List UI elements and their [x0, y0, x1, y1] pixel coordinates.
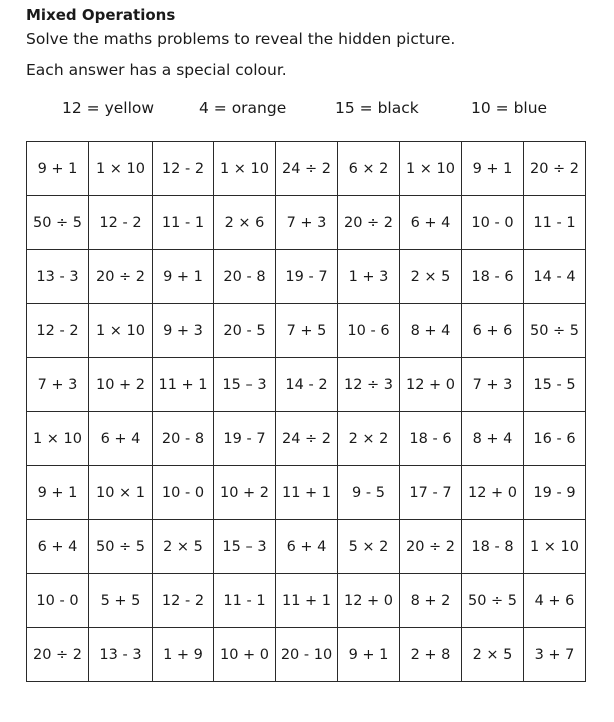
grid-cell[interactable]: 50 ÷ 5 [89, 520, 153, 574]
grid-cell[interactable]: 19 - 7 [276, 250, 338, 304]
worksheet-title: Mixed Operations [26, 6, 176, 24]
grid-cell[interactable]: 8 + 2 [400, 574, 462, 628]
grid-cell[interactable]: 1 + 3 [338, 250, 400, 304]
grid-cell[interactable]: 6 + 4 [400, 196, 462, 250]
grid-cell[interactable]: 50 ÷ 5 [462, 574, 524, 628]
grid-cell[interactable]: 4 + 6 [524, 574, 586, 628]
grid-cell[interactable]: 1 × 10 [89, 304, 153, 358]
grid-cell[interactable]: 12 - 2 [27, 304, 89, 358]
grid-cell[interactable]: 1 × 10 [27, 412, 89, 466]
grid-cell[interactable]: 10 × 1 [89, 466, 153, 520]
grid-cell[interactable]: 19 - 9 [524, 466, 586, 520]
grid-cell[interactable]: 10 - 0 [153, 466, 214, 520]
grid-cell[interactable]: 18 - 8 [462, 520, 524, 574]
grid-row [27, 250, 586, 304]
grid-row [27, 520, 586, 574]
grid-cell[interactable]: 15 – 3 [214, 520, 276, 574]
grid-row [27, 304, 586, 358]
legend-black: 15 = black [335, 99, 419, 117]
grid-cell[interactable]: 9 + 1 [338, 628, 400, 682]
grid-cell[interactable]: 1 + 9 [153, 628, 214, 682]
grid-cell[interactable]: 6 + 4 [276, 520, 338, 574]
puzzle-grid [26, 141, 586, 682]
grid-cell[interactable]: 20 - 10 [276, 628, 338, 682]
grid-row [27, 358, 586, 412]
grid-row [27, 466, 586, 520]
grid-cell[interactable]: 1 × 10 [524, 520, 586, 574]
grid-cell[interactable]: 17 - 7 [400, 466, 462, 520]
grid-cell[interactable]: 9 + 1 [27, 466, 89, 520]
grid-cell[interactable]: 12 ÷ 3 [338, 358, 400, 412]
grid-cell[interactable]: 12 - 2 [153, 574, 214, 628]
grid-cell[interactable]: 2 × 2 [338, 412, 400, 466]
grid-cell[interactable]: 19 - 7 [214, 412, 276, 466]
grid-cell[interactable]: 5 × 2 [338, 520, 400, 574]
grid-cell[interactable]: 9 - 5 [338, 466, 400, 520]
puzzle-grid-body [27, 142, 586, 682]
grid-cell[interactable]: 20 ÷ 2 [27, 628, 89, 682]
grid-cell[interactable]: 8 + 4 [462, 412, 524, 466]
grid-cell[interactable]: 16 - 6 [524, 412, 586, 466]
grid-cell[interactable]: 6 + 4 [27, 520, 89, 574]
grid-cell[interactable]: 12 - 2 [153, 142, 214, 196]
grid-row [27, 196, 586, 250]
grid-cell[interactable]: 6 + 6 [462, 304, 524, 358]
grid-cell[interactable]: 15 - 5 [524, 358, 586, 412]
worksheet-instruction: Each answer has a special colour. [26, 61, 287, 79]
grid-cell[interactable]: 18 - 6 [462, 250, 524, 304]
legend-blue: 10 = blue [471, 99, 548, 117]
grid-cell[interactable]: 10 + 2 [214, 466, 276, 520]
grid-cell[interactable]: 9 + 1 [27, 142, 89, 196]
grid-cell[interactable]: 12 + 0 [338, 574, 400, 628]
grid-cell[interactable]: 7 + 5 [276, 304, 338, 358]
grid-cell[interactable]: 20 - 8 [214, 250, 276, 304]
grid-cell[interactable]: 7 + 3 [27, 358, 89, 412]
grid-cell[interactable]: 3 + 7 [524, 628, 586, 682]
grid-cell[interactable]: 1 × 10 [400, 142, 462, 196]
grid-cell[interactable]: 24 ÷ 2 [276, 142, 338, 196]
grid-cell[interactable]: 7 + 3 [462, 358, 524, 412]
legend-yellow: 12 = yellow [62, 99, 155, 117]
grid-cell[interactable]: 9 + 1 [153, 250, 214, 304]
grid-cell[interactable]: 11 + 1 [276, 466, 338, 520]
grid-row [27, 628, 586, 682]
grid-row [27, 574, 586, 628]
grid-cell[interactable]: 2 × 5 [153, 520, 214, 574]
grid-cell[interactable]: 2 × 5 [462, 628, 524, 682]
grid-cell[interactable]: 24 ÷ 2 [276, 412, 338, 466]
grid-cell[interactable]: 2 × 5 [400, 250, 462, 304]
grid-row [27, 142, 586, 196]
grid-cell[interactable]: 13 - 3 [89, 628, 153, 682]
grid-cell[interactable]: 9 + 1 [462, 142, 524, 196]
grid-cell[interactable]: 14 - 4 [524, 250, 586, 304]
grid-cell[interactable]: 1 × 10 [214, 142, 276, 196]
grid-cell[interactable]: 18 - 6 [400, 412, 462, 466]
grid-cell[interactable]: 15 – 3 [214, 358, 276, 412]
grid-cell[interactable]: 7 + 3 [276, 196, 338, 250]
grid-cell[interactable]: 10 + 0 [214, 628, 276, 682]
grid-cell[interactable]: 9 + 3 [153, 304, 214, 358]
grid-cell[interactable]: 11 - 1 [524, 196, 586, 250]
worksheet-subtitle: Solve the maths problems to reveal the hidden picture. [26, 30, 456, 48]
grid-cell[interactable]: 2 × 6 [214, 196, 276, 250]
grid-cell[interactable]: 50 ÷ 5 [524, 304, 586, 358]
grid-cell[interactable]: 20 ÷ 2 [338, 196, 400, 250]
grid-cell[interactable]: 12 + 0 [400, 358, 462, 412]
grid-cell[interactable]: 12 - 2 [89, 196, 153, 250]
grid-cell[interactable]: 8 + 4 [400, 304, 462, 358]
grid-cell[interactable]: 10 - 6 [338, 304, 400, 358]
grid-cell[interactable]: 50 ÷ 5 [27, 196, 89, 250]
grid-cell[interactable]: 1 × 10 [89, 142, 153, 196]
grid-cell[interactable]: 6 + 4 [89, 412, 153, 466]
grid-cell[interactable]: 12 + 0 [462, 466, 524, 520]
grid-cell[interactable]: 20 ÷ 2 [400, 520, 462, 574]
grid-cell[interactable]: 11 + 1 [276, 574, 338, 628]
grid-cell[interactable]: 13 - 3 [27, 250, 89, 304]
grid-cell[interactable]: 10 + 2 [89, 358, 153, 412]
grid-cell[interactable]: 11 - 1 [214, 574, 276, 628]
grid-cell[interactable]: 20 ÷ 2 [89, 250, 153, 304]
grid-cell[interactable]: 20 - 5 [214, 304, 276, 358]
grid-cell[interactable]: 10 - 0 [462, 196, 524, 250]
grid-cell[interactable]: 20 - 8 [153, 412, 214, 466]
grid-cell[interactable]: 14 - 2 [276, 358, 338, 412]
grid-row [27, 412, 586, 466]
grid-cell[interactable]: 20 ÷ 2 [524, 142, 586, 196]
legend-orange: 4 = orange [199, 99, 287, 117]
grid-cell[interactable]: 10 - 0 [27, 574, 89, 628]
grid-cell[interactable]: 2 + 8 [400, 628, 462, 682]
grid-cell[interactable]: 11 - 1 [153, 196, 214, 250]
grid-cell[interactable]: 5 + 5 [89, 574, 153, 628]
grid-cell[interactable]: 11 + 1 [153, 358, 214, 412]
grid-cell[interactable]: 6 × 2 [338, 142, 400, 196]
